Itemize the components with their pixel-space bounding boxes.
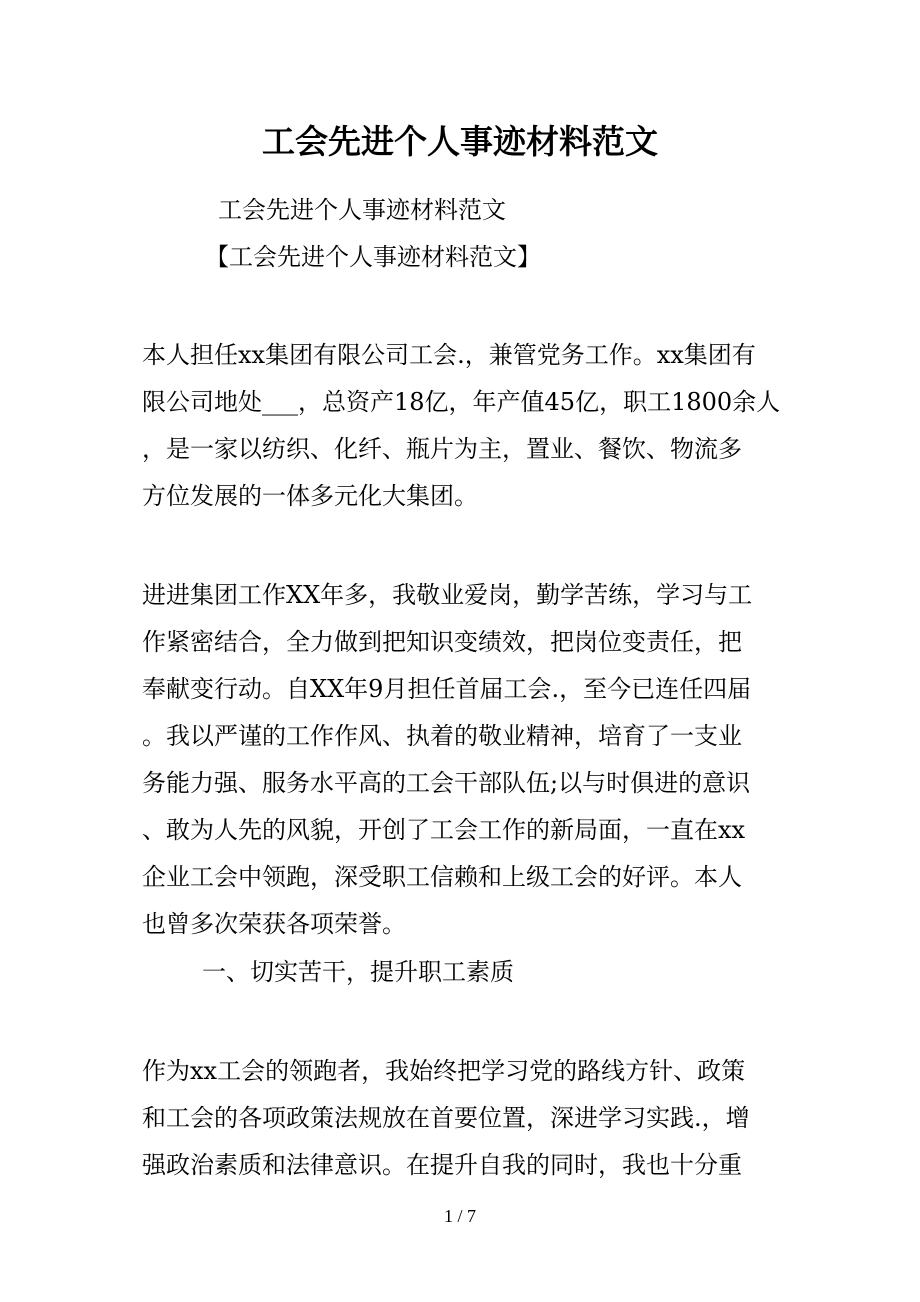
- page-number: 1 / 7: [443, 1206, 476, 1226]
- paragraph-line: 作紧密结合，全力做到把知识变绩效，把岗位变责任，把: [142, 628, 742, 656]
- paragraph-line: 奉献变行动。自XX年9月担任首届工会.，至今已连任四届: [142, 675, 752, 703]
- paragraph-line: 进进集团工作XX年多，我敬业爱岗，勤学苦练，学习与工: [142, 581, 753, 609]
- paragraph-line: 方位发展的一体多元化大集团。: [142, 482, 478, 510]
- document-subtitle: 工会先进个人事迹材料范文: [218, 196, 506, 224]
- document-title: 工会先进个人事迹材料范文: [262, 122, 658, 161]
- paragraph-line: 和工会的各项政策法规放在首要位置，深进学习实践.，增: [142, 1104, 750, 1132]
- section-heading: 一、切实苦干，提升职工素质: [202, 958, 514, 986]
- paragraph-line: 企业工会中领跑，深受职工信赖和上级工会的好评。本人: [142, 863, 742, 891]
- paragraph-line: 本人担任xx集团有限公司工会.，兼管党务工作。xx集团有: [142, 341, 756, 369]
- document-subtitle-bracketed: 【工会先进个人事迹材料范文】: [205, 243, 541, 271]
- paragraph-line: 作为xx工会的领跑者，我始终把学习党的路线方针、政策: [142, 1057, 746, 1085]
- paragraph-line: ，是一家以纺织、化纤、瓶片为主，置业、餐饮、物流多: [142, 435, 742, 463]
- paragraph-line: 、敢为人先的风貌，开创了工会工作的新局面，一直在xx: [142, 816, 746, 844]
- paragraph-line: 务能力强、服务水平高的工会干部队伍;以与时俱进的意识: [142, 769, 751, 797]
- paragraph-line: 。我以严谨的工作作风、执着的敬业精神，培育了一支业: [142, 722, 742, 750]
- paragraph-line: 强政治素质和法律意识。在提升自我的同时，我也十分重: [142, 1151, 742, 1179]
- paragraph-line: 也曾多次荣获各项荣誉。: [142, 910, 406, 938]
- paragraph-line: 限公司地处___，总资产18亿，年产值45亿，职工1800余人: [142, 388, 781, 416]
